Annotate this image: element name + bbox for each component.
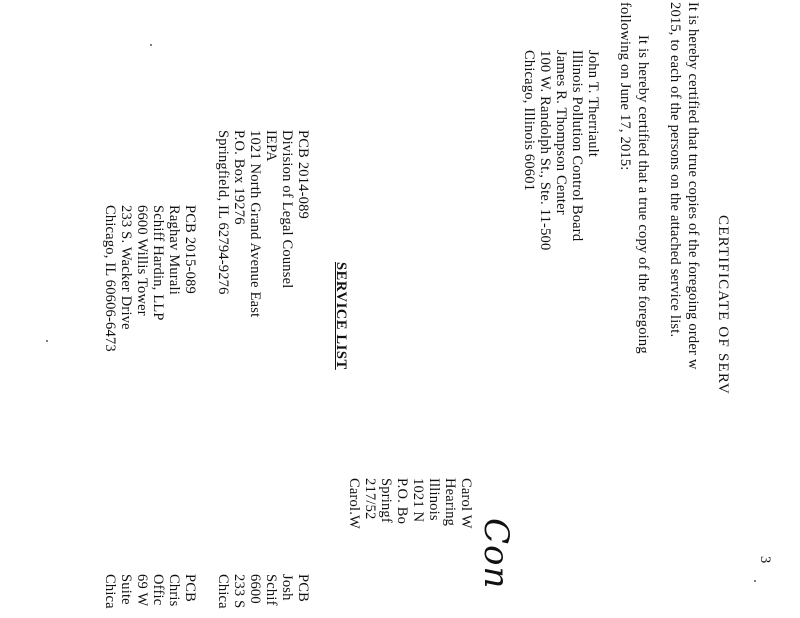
paragraph1-line1: It is hereby certified that true copies of the foregoing order w <box>685 2 701 370</box>
service-right-1-line: 6600 <box>247 574 263 604</box>
service-right-1-line: Josh <box>279 574 295 601</box>
recipient-line: Chicago, Illinois 60601 <box>521 50 537 192</box>
service-right-2-line: Chris <box>166 574 182 607</box>
recipient-line: James R. Thompson Center <box>553 50 569 215</box>
service-right-1-line: Schif <box>263 574 279 606</box>
service-left-2-line: Chicago, IL 60606-6473 <box>102 205 118 352</box>
scan-speck <box>150 44 152 46</box>
service-right-2-line: Offic <box>150 574 166 606</box>
service-left-1-line: P.O. Box 19276 <box>231 130 247 225</box>
scan-speck <box>46 340 48 342</box>
service-left-1-line: PCB 2014-089 <box>295 130 311 220</box>
service-left-2-line: Raghav Murali <box>166 205 182 295</box>
service-left-1-line: 1021 North Grand Avenue East <box>247 130 263 318</box>
certificate-heading: CERTIFICATE OF SERV <box>715 215 731 395</box>
right-block-line: Carol W <box>458 478 474 529</box>
service-left-2-line: Schiff Hardin, LLP <box>150 205 166 321</box>
service-right-2-line: 69 W <box>134 574 150 607</box>
recipient-line: Illinois Pollution Control Board <box>569 50 585 242</box>
paragraph1-line2: 2015, to each of the persons on the attached service list. <box>667 2 683 338</box>
right-block-line: 1021 N <box>410 478 426 523</box>
paragraph2-line2: following on June 17, 2015: <box>617 2 633 171</box>
right-block-line: 217/52 <box>362 478 378 520</box>
service-list-heading: SERVICE LIST <box>333 262 349 370</box>
right-block-line: Carol.W <box>346 478 362 529</box>
recipient-line: John T. Therriault <box>585 50 601 158</box>
paragraph2-line1: It is hereby certified that a true copy of the foregoing <box>635 35 651 354</box>
scan-speck <box>754 580 756 582</box>
service-left-1-line: Springfield, IL 62794-9276 <box>215 130 231 295</box>
service-right-1-line: Chica <box>215 574 231 609</box>
right-block-line: Hearing <box>442 478 458 527</box>
service-right-2-line: Chica <box>102 574 118 609</box>
service-left-1-line: IEPA <box>263 130 279 162</box>
service-right-2-line: Suite <box>118 574 134 605</box>
right-block-line: Springf <box>378 478 394 523</box>
service-right-2-line: PCB <box>182 574 198 603</box>
handwritten-signature: Con <box>476 518 516 590</box>
service-right-1-line: 233 S <box>231 574 247 609</box>
service-left-2-line: PCB 2015-089 <box>182 205 198 295</box>
right-block-line: Illinois <box>426 478 442 521</box>
right-block-line: P.O. Bo <box>394 478 410 525</box>
service-left-2-line: 233 S. Wacker Drive <box>118 205 134 330</box>
recipient-line: 100 W. Randolph St., Ste. 11-500 <box>537 50 553 251</box>
service-left-1-line: Division of Legal Counsel <box>279 130 295 289</box>
service-left-2-line: 6600 Willis Tower <box>134 205 150 316</box>
page-number: 3 <box>757 556 773 564</box>
service-right-1-line: PCB <box>295 574 311 603</box>
